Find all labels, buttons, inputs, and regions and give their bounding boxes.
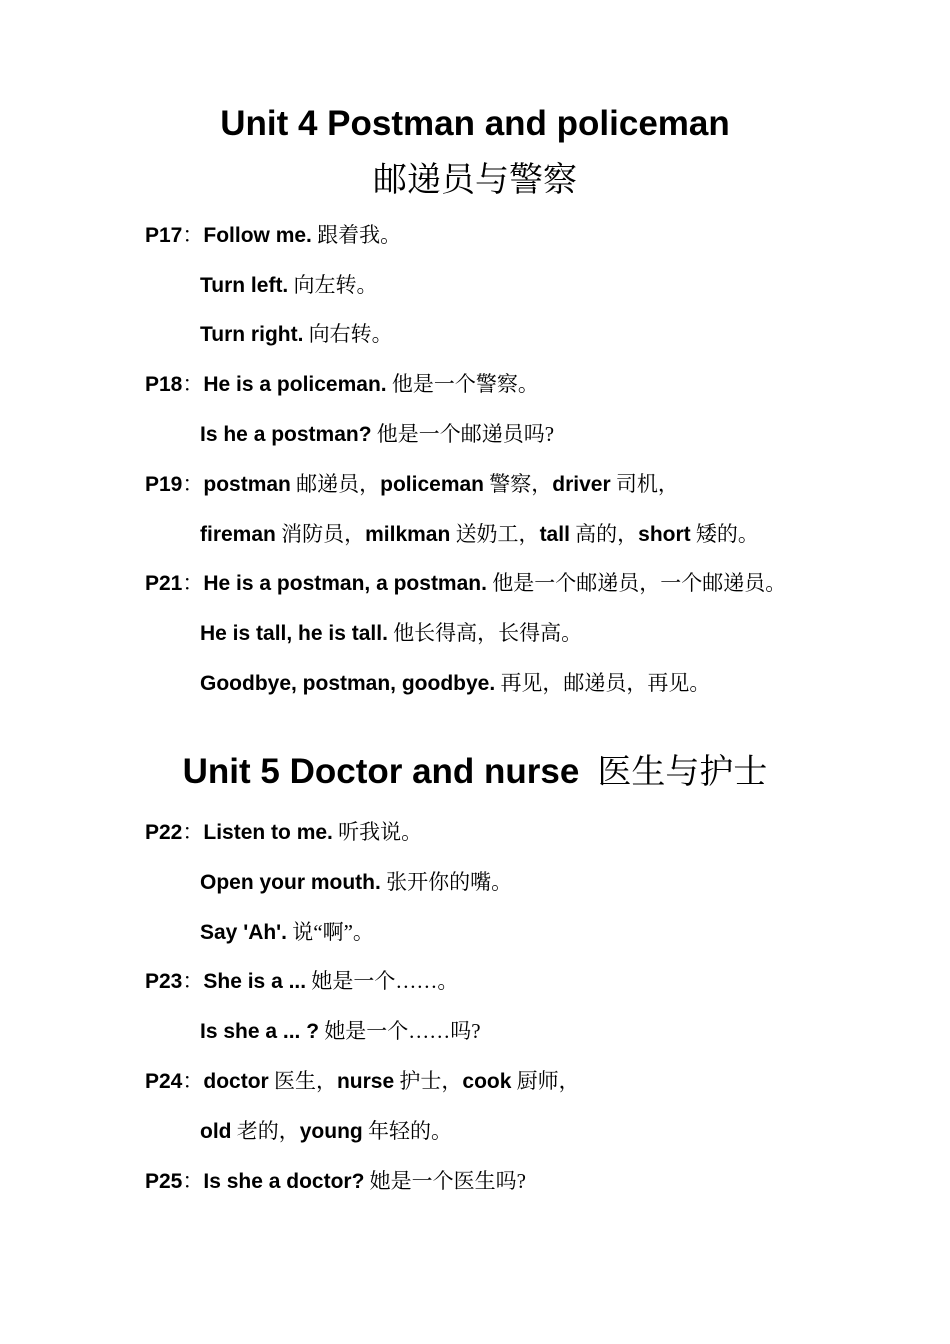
vocab-en: short [638, 523, 691, 546]
p18-line-1 [145, 371, 539, 398]
p21-line-3 [200, 670, 710, 697]
phrase-en: Turn left. [200, 274, 289, 297]
p19-line-2 [200, 521, 759, 548]
vocab-cn: 厨师， [516, 1069, 580, 1093]
phrase-cn: 他长得高，长得高。 [393, 621, 583, 645]
unit4-title: Unit 4 Postman and policeman [220, 104, 730, 143]
page-label-p17: P17 [145, 224, 183, 247]
phrase-cn: 他是一个警察。 [391, 372, 539, 396]
vocab-cn: 警察， [489, 472, 553, 496]
phrase-en: Say 'Ah'. [200, 921, 288, 944]
page-separator: ： [182, 1169, 204, 1193]
phrase-cn: 她是一个……。 [311, 969, 459, 993]
phrase-en: He is a policeman. [203, 373, 387, 396]
page-label-p23: P23 [145, 970, 183, 993]
vocab-cn: 年轻的。 [368, 1119, 452, 1143]
page-separator: ： [182, 571, 204, 595]
phrase-cn: 跟着我。 [317, 223, 402, 247]
phrase-en: He is a postman, a postman. [203, 572, 487, 595]
vocab-cn: 邮递员， [296, 472, 381, 496]
vocab-en: tall [539, 523, 570, 546]
page-label-p18: P18 [145, 373, 183, 396]
unit5-heading [0, 752, 950, 799]
unit4-subtitle: 邮递员与警察 [373, 160, 577, 200]
page-separator: ： [182, 969, 204, 993]
p22-line-1 [145, 819, 422, 846]
page-separator: ： [182, 223, 204, 247]
phrase-cn: 说“啊”。 [292, 920, 374, 944]
vocab-en: cook [462, 1070, 512, 1093]
phrase-cn: 她是一个……吗? [324, 1019, 481, 1043]
vocab-en: milkman [365, 523, 451, 546]
phrase-en: Turn right. [200, 323, 304, 346]
p21-line-2 [200, 620, 582, 647]
p24-line-2 [200, 1118, 452, 1145]
page-separator: ： [182, 472, 204, 496]
vocab-en: doctor [203, 1070, 269, 1093]
phrase-en: Is she a ... ? [200, 1020, 320, 1043]
phrase-cn: 他是一个邮递员，一个邮递员。 [492, 571, 787, 595]
phrase-cn: 向右转。 [308, 322, 393, 346]
phrase-en: Goodbye, postman, goodbye. [200, 672, 496, 695]
vocab-cn: 老的， [236, 1119, 300, 1143]
vocab-cn: 送奶工， [455, 522, 540, 546]
vocab-en: driver [552, 473, 611, 496]
phrase-en: Follow me. [203, 224, 312, 247]
phrase-cn: 张开你的嘴。 [386, 870, 513, 894]
vocab-cn: 高的， [575, 522, 639, 546]
phrase-cn: 再见，邮递员，再见。 [500, 671, 711, 695]
vocab-en: young [299, 1120, 363, 1143]
p19-line-1 [145, 471, 679, 498]
phrase-en: She is a ... [203, 970, 307, 993]
vocab-en: old [200, 1120, 232, 1143]
p17-line-2 [200, 272, 378, 299]
vocab-cn: 护士， [399, 1069, 463, 1093]
page-separator: ： [182, 372, 204, 396]
page-label-p22: P22 [145, 821, 183, 844]
page-label-p21: P21 [145, 572, 183, 595]
p21-line-1 [145, 570, 786, 597]
vocab-cn: 消防员， [281, 522, 366, 546]
vocab-en: postman [203, 473, 291, 496]
vocab-cn: 司机， [615, 472, 679, 496]
vocab-cn: 矮的。 [695, 522, 759, 546]
page-label-p19: P19 [145, 473, 183, 496]
phrase-cn: 向左转。 [293, 273, 378, 297]
phrase-cn: 听我说。 [338, 820, 423, 844]
p18-line-2 [200, 421, 554, 448]
vocab-en: fireman [200, 523, 276, 546]
page-separator: ： [182, 1069, 204, 1093]
p24-line-1 [145, 1068, 580, 1095]
vocab-en: policeman [380, 473, 485, 496]
vocab-cn: 医生， [273, 1069, 337, 1093]
phrase-cn: 他是一个邮递员吗? [376, 422, 555, 446]
phrase-en: Is he a postman? [200, 423, 372, 446]
p25-line-1 [145, 1168, 526, 1195]
p17-line-1 [145, 222, 401, 249]
p22-line-3 [200, 919, 374, 946]
phrase-cn: 她是一个医生吗? [369, 1169, 526, 1193]
page-label-p25: P25 [145, 1170, 183, 1193]
p17-line-3 [200, 321, 393, 348]
phrase-en: He is tall, he is tall. [200, 622, 388, 645]
phrase-en: Listen to me. [203, 821, 333, 844]
p23-line-1 [145, 968, 458, 995]
vocab-en: nurse [336, 1070, 395, 1093]
unit5-title: Unit 5 Doctor and nurse [182, 752, 580, 791]
phrase-en: Open your mouth. [200, 871, 381, 894]
p23-line-2 [200, 1018, 481, 1045]
p22-line-2 [200, 869, 512, 896]
page-label-p24: P24 [145, 1070, 183, 1093]
unit5-subtitle: 医生与护士 [597, 752, 768, 792]
page-separator: ： [182, 820, 204, 844]
phrase-en: Is she a doctor? [203, 1170, 365, 1193]
